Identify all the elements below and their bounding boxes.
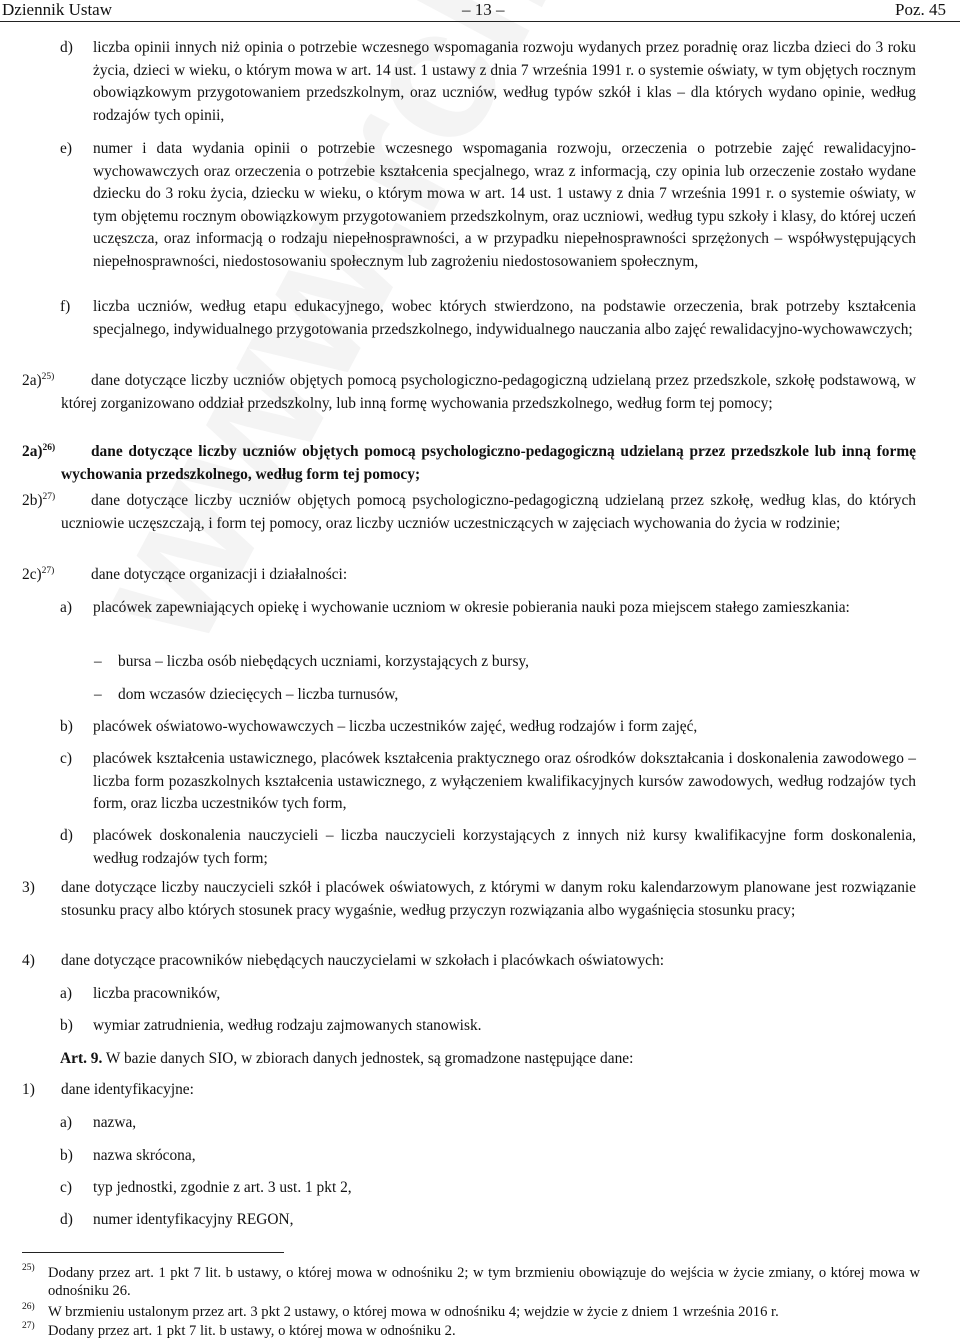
item-label: c) [60, 750, 72, 767]
point-2a-original [22, 370, 916, 415]
footnote-text: Dodany przez art. 1 pkt 7 lit. b ustawy, o której mowa w odnośniku 2; w tym brzmieniu obowiązuje do wejścia w życie zmiany, o której mowa w odnośniku 26. [48, 1265, 920, 1299]
item-text: placówek zapewniających opiekę i wychowanie uczniom w okresie pobierania nauki poza miejscem stałego zamieszkania: [93, 599, 850, 616]
dash-marker: – [94, 686, 102, 703]
item-label: b) [60, 718, 73, 735]
item-text: liczba opinii innych niż opinia o potrzebie wczesnego wspomagania rozwoju wydanych przez poradnię oraz liczba dzieci do 3 roku życia, dzieci w wieku, o którym mowa w art. 14 ust. 1 ustawy z dnia 7 września 1991 r. o systemie oświaty, w tym objętych rocznym obowiązkowym przygotowaniem przedszkolnym, oraz uczniów, według typów szkół i klas – dla których wydano opinie, według rodzajów tych opinii, [93, 39, 916, 124]
point-text: dane dotyczące liczby uczniów objętych pomocą psychologiczno-pedagogiczną udzielaną przez przedszkole lub inną formę wychowania przedszkolnego, według form tej pomocy; [61, 443, 916, 483]
footnote-ref: 26) [42, 443, 56, 453]
footnote-divider [22, 1252, 284, 1253]
journal-title: Dziennik Ustaw [2, 0, 113, 19]
article-9 [60, 1048, 916, 1071]
point-label: 2b)$^{27)}$ [22, 492, 56, 509]
item-text: placówek doskonalenia nauczycieli – liczba nauczycieli korzystających z innych niż kursy kwalifikacyjne form doskonalenia, według rodzajów tych form; [93, 827, 916, 867]
list-item-id-a [60, 1112, 916, 1135]
item-label: b) [60, 1147, 73, 1164]
item-text: placówek oświatowo-wychowawczych – liczba uczestników zajęć, według rodzajów i form zajęć, [93, 718, 698, 735]
list-item-4-b [60, 1015, 916, 1038]
dash-marker: – [94, 653, 102, 670]
point-text: dane dotyczące organizacji i działalności: [91, 566, 348, 583]
footnote-number: 26) [22, 1302, 35, 1312]
item-label: a) [60, 985, 72, 1002]
item-text: liczba uczniów, według etapu edukacyjnego, wobec których stwierdzono, na podstawie orzeczenia, brak potrzeby kształcenia specjalnego, indywidualnego przygotowania przedszkolnego, indywidualnego nauczania albo zajęć rewalidacyjno-wychowawczych; [93, 298, 916, 338]
page-number: – 13 – [462, 0, 505, 19]
item-text: numer i data wydania opinii o potrzebie wczesnego wspomagania rozwoju, orzeczenia o potrzebie zajęć rewalidacyjno-wychowawczych oraz orzeczenia o potrzebie kształcenia specjalnego, wraz z informacją, czy opinia lub orzeczenie zostało wydane dziecku do 3 roku życia, dziecku w wieku, o którym mowa w art. 14 ust. 1 ustawy z dnia 7 września 1991 r. o systemie oświaty, w tym objętemu rocznym obowiązkowym przygotowaniem przedszkolnym, oraz uczniowi, według typu szkoły i klasy, do której uczeń uczęszcza, oraz informacją o rodzaju niepełnosprawności, a w przypadku niepełnosprawności sprzężonych – współwystępujących niepełnosprawności, niedostosowaniu społecznym lub zagrożeniu niedostosowaniem społecznym, [93, 140, 916, 270]
list-item-2c-c [60, 748, 916, 816]
item-label: a) [60, 1114, 72, 1131]
point-3 [22, 877, 916, 922]
list-item-id-d [60, 1209, 916, 1232]
list-item-e [60, 138, 916, 273]
list-item-2c-a [60, 597, 916, 620]
article-text: W bazie danych SIO, w zbiorach danych jednostek, są gromadzone następujące dane: [105, 1050, 634, 1067]
point-2a-amended [22, 441, 916, 486]
footnote-25 [22, 1265, 920, 1300]
footnote-text: Dodany przez art. 1 pkt 7 lit. b ustawy, o której mowa w odnośniku 2. [48, 1323, 456, 1339]
footnote-ref: 27) [41, 566, 55, 576]
point-label: 2a)$^{26)}$ [22, 443, 56, 460]
item-label: f) [60, 298, 71, 315]
item-label: d) [60, 827, 73, 844]
point-text: dane dotyczące liczby nauczycieli szkół i placówek oświatowych, z którymi w danym roku kalendarzowym planowane jest rozwiązanie stosunku pracy albo których stosunek pracy wygaśnie, według przyczyn rozwiązania albo wygaśnięcia stosunku pracy; [61, 879, 916, 919]
point-4 [22, 950, 916, 973]
dash-item-dom-wczasow [94, 684, 916, 707]
footnote-26 [22, 1304, 920, 1322]
item-label: e) [60, 140, 72, 157]
point-2c [22, 564, 916, 587]
list-item-4-a [60, 983, 916, 1006]
item-label: a) [60, 599, 72, 616]
list-item-2c-b [60, 716, 916, 739]
point-text: dane dotyczące liczby uczniów objętych pomocą psychologiczno-pedagogiczną udzielaną przez szkołę, według klas, do których uczniowie uczęszczają, i form tej pomocy, oraz liczby uczniów uczestniczących w zajęciach wychowania do życia w rodzinie; [61, 492, 916, 532]
list-item-d [60, 37, 916, 127]
list-item-2c-d [60, 825, 916, 870]
point-text: dane identyfikacyjne: [61, 1081, 194, 1098]
point-label: 2c)$^{27)}$ [22, 566, 55, 583]
item-text: placówek kształcenia ustawicznego, placówek kształcenia praktycznego oraz ośrodków dokształcania i doskonalenia zawodowego – liczba form pozaszkolnych kształcenia ustawicznego, z wyłączeniem kwalifikacyjnych kursów zawodowych, według rodzajów tych form, oraz liczba uczestników tych form, [93, 750, 916, 812]
point-1 [22, 1079, 916, 1102]
point-label: 3) [22, 879, 35, 896]
point-2b [22, 490, 916, 535]
article-label: Art. 9. [60, 1050, 103, 1067]
point-label: 2a)$^{25)}$ [22, 372, 55, 389]
footnote-text: W brzmieniu ustalonym przez art. 3 pkt 2 ustawy, o której mowa w odnośniku 4; wejdzie w życie z dniem 1 września 2016 r. [48, 1304, 779, 1320]
item-label: c) [60, 1179, 72, 1196]
footnote-number: 27) [22, 1321, 35, 1331]
point-text: dane dotyczące pracowników niebędących nauczycielami w szkołach i placówkach oświatowych: [61, 952, 664, 969]
list-item-id-b [60, 1145, 916, 1168]
list-item-f [60, 296, 916, 341]
footnote-ref: 27) [42, 492, 56, 502]
point-label: 1) [22, 1081, 35, 1098]
dash-item-bursa [94, 651, 916, 674]
item-text: nazwa skrócona, [93, 1147, 196, 1164]
point-label: 4) [22, 952, 35, 969]
item-text: nazwa, [93, 1114, 137, 1131]
position-number: Poz. 45 [895, 0, 946, 19]
item-text: wymiar zatrudnienia, według rodzaju zajmowanych stanowisk. [93, 1017, 482, 1034]
footnote-27 [22, 1323, 920, 1341]
item-text: numer identyfikacyjny REGON, [93, 1211, 294, 1228]
list-item-id-c [60, 1177, 916, 1200]
item-text: liczba pracowników, [93, 985, 221, 1002]
page-header [0, 0, 960, 22]
item-text: typ jednostki, zgodnie z art. 3 ust. 1 pkt 2, [93, 1179, 352, 1196]
point-text: dane dotyczące liczby uczniów objętych pomocą psychologiczno-pedagogiczną udzielaną przez przedszkole, szkołę podstawową, w której zorganizowano oddział przedszkolny, lub inną formę wychowania przedszkolnego, według form tej pomocy; [61, 372, 916, 412]
item-label: d) [60, 39, 73, 56]
item-text: dom wczasów dziecięcych – liczba turnusów, [118, 686, 399, 703]
footnote-ref: 25) [41, 372, 55, 382]
item-text: bursa – liczba osób niebędących uczniami, korzystających z bursy, [118, 653, 529, 670]
item-label: b) [60, 1017, 73, 1034]
footnote-number: 25) [22, 1263, 35, 1273]
item-label: d) [60, 1211, 73, 1228]
